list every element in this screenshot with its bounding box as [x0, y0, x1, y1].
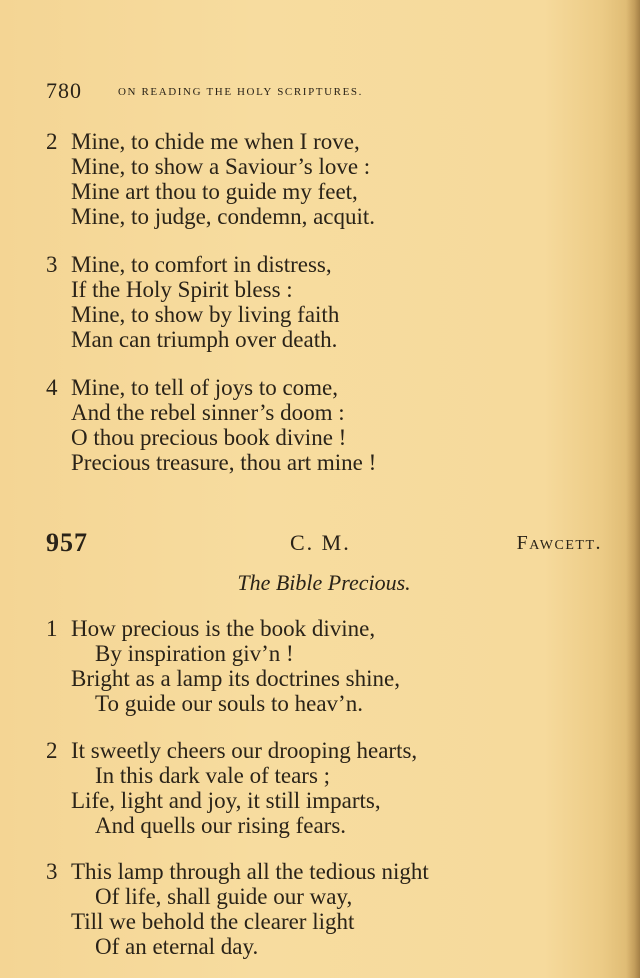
verse-line [46, 179, 606, 204]
hymn-stanza-2 [46, 738, 606, 838]
verse-text: Mine, to show a Saviour’s love : [71, 154, 371, 179]
stanza-number: 4 [46, 375, 58, 400]
verse-text: Mine, to comfort in distress, [71, 252, 332, 277]
verse-line [46, 909, 606, 934]
page-header [46, 78, 606, 108]
verse-text: To guide our souls to heav’n. [95, 691, 363, 716]
verse-text: Of life, shall guide our way, [95, 884, 353, 909]
verse-line [46, 204, 606, 229]
verse-line [46, 375, 606, 400]
verse-text: O thou precious book divine ! [71, 425, 347, 450]
verse-line [46, 277, 606, 302]
hymn-meter: C. M. [290, 530, 351, 555]
verse-line [46, 813, 606, 838]
hymn-author: Fawcett. [516, 532, 602, 554]
verse-text: And the rebel sinner’s doom : [71, 400, 345, 425]
prev-stanza-4 [46, 375, 606, 475]
verse-text: It sweetly cheers our drooping hearts, [71, 738, 418, 763]
verse-text: Till we behold the clearer light [71, 909, 355, 934]
verse-line [46, 884, 606, 909]
prev-stanza-2 [46, 129, 606, 229]
stanza-number: 1 [46, 616, 58, 641]
verse-text: Bright as a lamp its doctrines shine, [71, 666, 400, 691]
verse-line [46, 616, 606, 641]
hymn-stanza-3 [46, 859, 606, 959]
verse-line [46, 327, 606, 352]
verse-line [46, 641, 606, 666]
verse-line [46, 400, 606, 425]
page-number: 780 [46, 78, 82, 103]
verse-line [46, 302, 606, 327]
verse-text: This lamp through all the tedious night [71, 859, 429, 884]
hymn-stanza-1 [46, 616, 606, 716]
verse-line [46, 763, 606, 788]
verse-line [46, 934, 606, 959]
verse-text: How precious is the book divine, [71, 616, 376, 641]
verse-text: Mine, to tell of joys to come, [71, 375, 339, 400]
stanza-number: 3 [46, 252, 58, 277]
verse-text: And quells our rising fears. [95, 813, 347, 838]
hymn-number: 957 [46, 528, 88, 557]
verse-line [46, 154, 606, 179]
verse-line [46, 859, 606, 884]
running-head: on reading the holy scriptures. [118, 83, 363, 99]
verse-line [46, 691, 606, 716]
stanza-number: 2 [46, 738, 58, 763]
verse-line [46, 129, 606, 154]
verse-text: Mine, to show by living faith [71, 302, 340, 327]
stanza-number: 3 [46, 859, 58, 884]
verse-text: By inspiration giv’n ! [95, 641, 294, 666]
stanza-number: 2 [46, 129, 58, 154]
verse-line [46, 425, 606, 450]
verse-text: In this dark vale of tears ; [95, 763, 331, 788]
verse-line [46, 252, 606, 277]
verse-line [46, 450, 606, 475]
page-edge-shadow [626, 0, 640, 978]
verse-text: Of an eternal day. [95, 934, 259, 959]
verse-text: Life, light and joy, it still imparts, [71, 788, 381, 813]
hymn-heading [46, 528, 602, 560]
verse-text: Man can triumph over death. [71, 327, 338, 352]
verse-line [46, 666, 606, 691]
verse-line [46, 788, 606, 813]
verse-text: Mine, to chide me when I rove, [71, 129, 360, 154]
hymn-title: The Bible Precious. [237, 570, 411, 595]
verse-text: If the Holy Spirit bless : [71, 277, 293, 302]
verse-text: Precious treasure, thou art mine ! [71, 450, 377, 475]
verse-text: Mine, to judge, condemn, acquit. [71, 204, 376, 229]
verse-line [46, 738, 606, 763]
prev-stanza-3 [46, 252, 606, 352]
verse-text: Mine art thou to guide my feet, [71, 179, 358, 204]
